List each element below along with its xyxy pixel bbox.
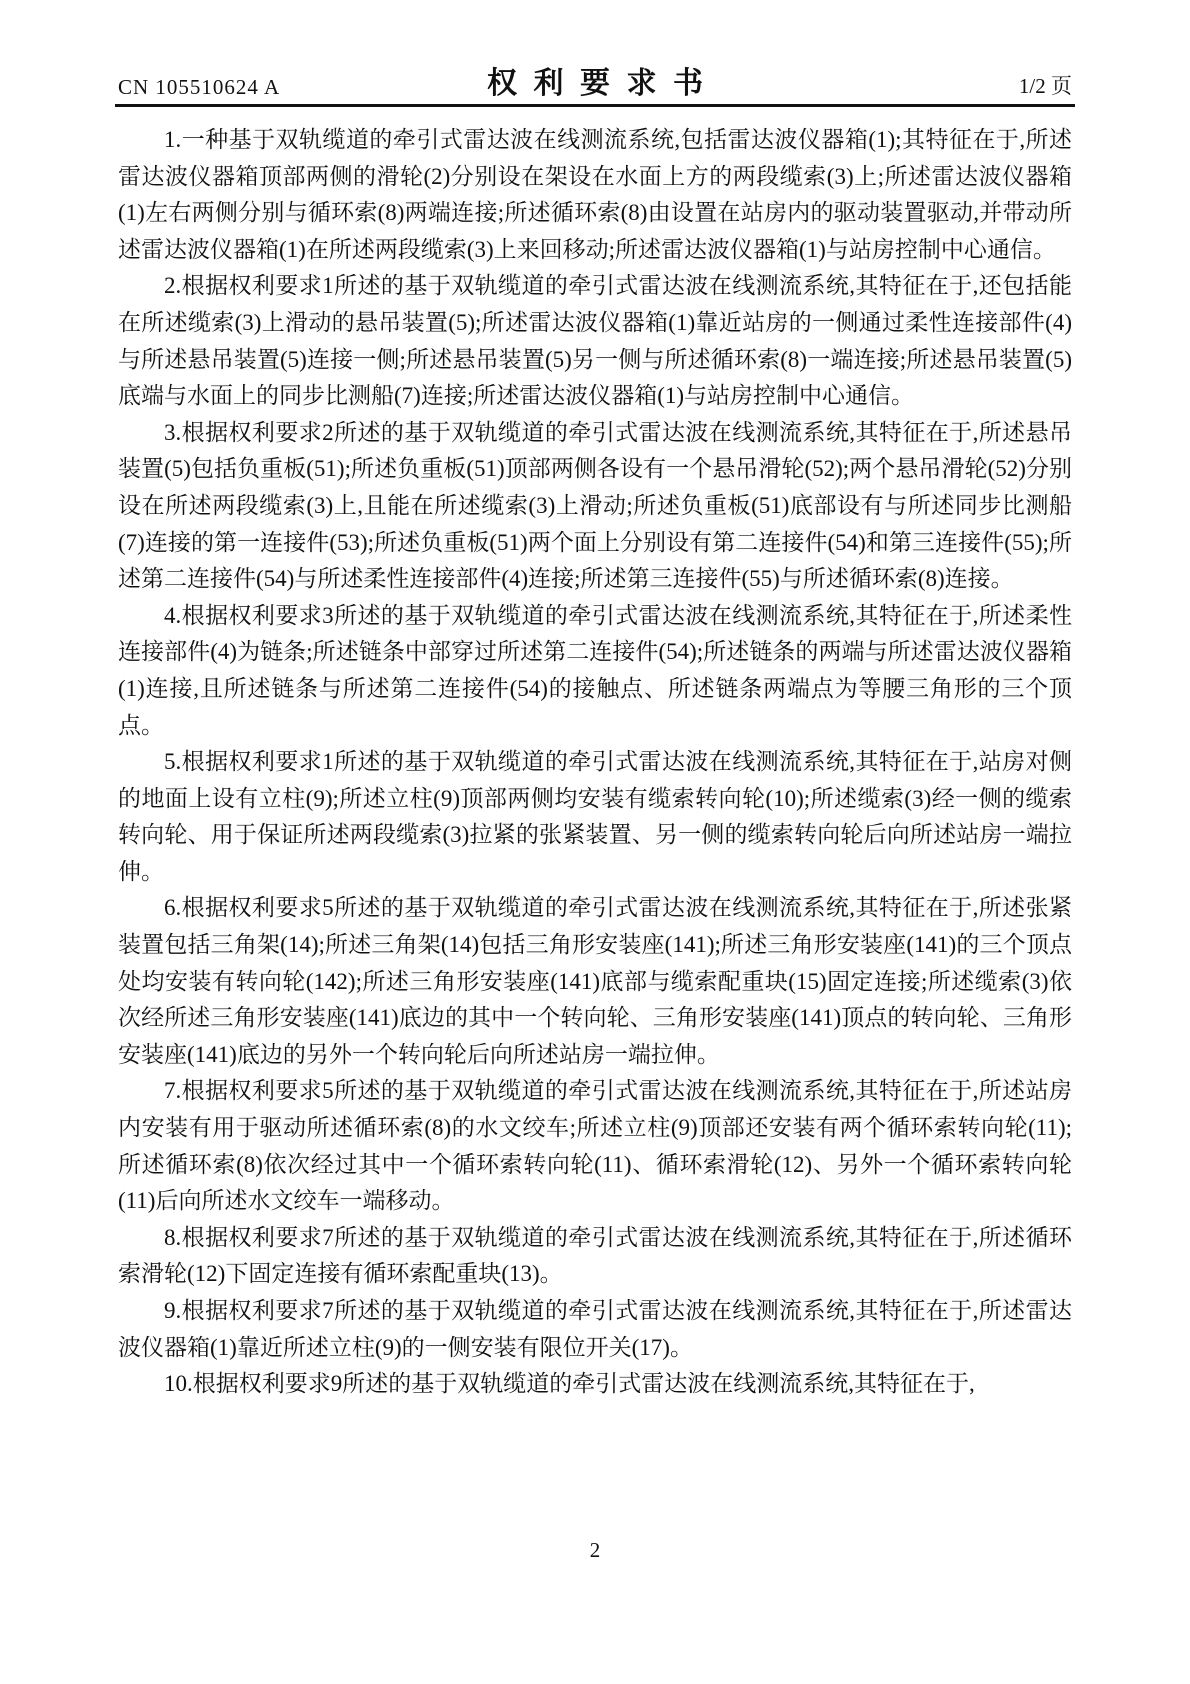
page-indicator: 1/2 页 xyxy=(1018,74,1072,98)
header-divider xyxy=(115,104,1075,107)
page-header xyxy=(118,66,1072,102)
claim-paragraph-1: 1.一种基于双轨缆道的牵引式雷达波在线测流系统,包括雷达波仪器箱(1);其特征在于,所述雷达波仪器箱顶部两侧的滑轮(2)分别设在架设在水面上方的两段缆索(3)上;所述雷达波仪器箱(1)左右两侧分别与循环索(8)两端连接;所述循环索(8)由设置在站房内的驱动装置驱动,并带动所述雷达波仪器箱(1)在所述两段缆索(3)上来回移动;所述雷达波仪器箱(1)与站房控制中心通信。 xyxy=(118,127,1072,262)
claim-paragraph-4: 4.根据权利要求3所述的基于双轨缆道的牵引式雷达波在线测流系统,其特征在于,所述柔性连接部件(4)为链条;所述链条中部穿过所述第二连接件(54);所述链条的两端与所述雷达波仪器箱(1)连接,且所述链条与所述第二连接件(54)的接触点、所述链条两端点为等腰三角形的三个顶点。 xyxy=(118,602,1072,738)
claims-body xyxy=(118,122,1072,1403)
document-number: CN 105510624 A xyxy=(118,75,281,99)
page-number: 2 xyxy=(589,1538,601,1562)
claim-paragraph-2: 2.根据权利要求1所述的基于双轨缆道的牵引式雷达波在线测流系统,其特征在于,还包括能在所述缆索(3)上滑动的悬吊装置(5);所述雷达波仪器箱(1)靠近站房的一侧通过柔性连接部件(4)与所述悬吊装置(5)连接一侧;所述悬吊装置(5)另一侧与所述循环索(8)一端连接;所述悬吊装置(5)底端与水面上的同步比测船(7)连接;所述雷达波仪器箱(1)与站房控制中心通信。 xyxy=(118,273,1072,409)
claim-paragraph-8: 8.根据权利要求7所述的基于双轨缆道的牵引式雷达波在线测流系统,其特征在于,所述循环索滑轮(12)下固定连接有循环索配重块(13)。 xyxy=(118,1224,1072,1287)
claim-paragraph-5: 5.根据权利要求1所述的基于双轨缆道的牵引式雷达波在线测流系统,其特征在于,站房对侧的地面上设有立柱(9);所述立柱(9)顶部两侧均安装有缆索转向轮(10);所述缆索(3)经一侧的缆索转向轮、用于保证所述两段缆索(3)拉紧的张紧装置、另一侧的缆索转向轮后向所述站房一端拉伸。 xyxy=(118,749,1072,884)
page-footer xyxy=(0,1538,1190,1563)
claim-paragraph-3: 3.根据权利要求2所述的基于双轨缆道的牵引式雷达波在线测流系统,其特征在于,所述悬吊装置(5)包括负重板(51);所述负重板(51)顶部两侧各设有一个悬吊滑轮(52);两个悬吊滑轮(52)分别设在所述两段缆索(3)上,且能在所述缆索(3)上滑动;所述负重板(51)底部设有与所述同步比测船(7)连接的第一连接件(53);所述负重板(51)两个面上分别设有第二连接件(54)和第三连接件(55);所述第二连接件(54)与所述柔性连接部件(4)连接;所述第三连接件(55)与所述循环索(8)连接。 xyxy=(118,419,1072,592)
page-title: 权利要求书 xyxy=(487,67,720,100)
claim-paragraph-9: 9.根据权利要求7所述的基于双轨缆道的牵引式雷达波在线测流系统,其特征在于,所述雷达波仪器箱(1)靠近所述立柱(9)的一侧安装有限位开关(17)。 xyxy=(118,1298,1072,1360)
claim-paragraph-6: 6.根据权利要求5所述的基于双轨缆道的牵引式雷达波在线测流系统,其特征在于,所述张紧装置包括三角架(14);所述三角架(14)包括三角形安装座(141);所述三角形安装座(141)的三个顶点处均安装有转向轮(142);所述三角形安装座(141)底部与缆索配重块(15)固定连接;所述缆索(3)依次经所述三角形安装座(141)底边的其中一个转向轮、三角形安装座(141)顶点的转向轮、三角形安装座(141)底边的另外一个转向轮后向所述站房一端拉伸。 xyxy=(118,895,1072,1067)
claim-paragraph-10: 10.根据权利要求9所述的基于双轨缆道的牵引式雷达波在线测流系统,其特征在于, xyxy=(164,1371,975,1397)
claim-paragraph-7: 7.根据权利要求5所述的基于双轨缆道的牵引式雷达波在线测流系统,其特征在于,所述站房内安装有用于驱动所述循环索(8)的水文绞车;所述立柱(9)顶部还安装有两个循环索转向轮(11);所述循环索(8)依次经过其中一个循环索转向轮(11)、循环索滑轮(12)、另外一个循环索转向轮(11)后向所述水文绞车一端移动。 xyxy=(118,1078,1072,1214)
